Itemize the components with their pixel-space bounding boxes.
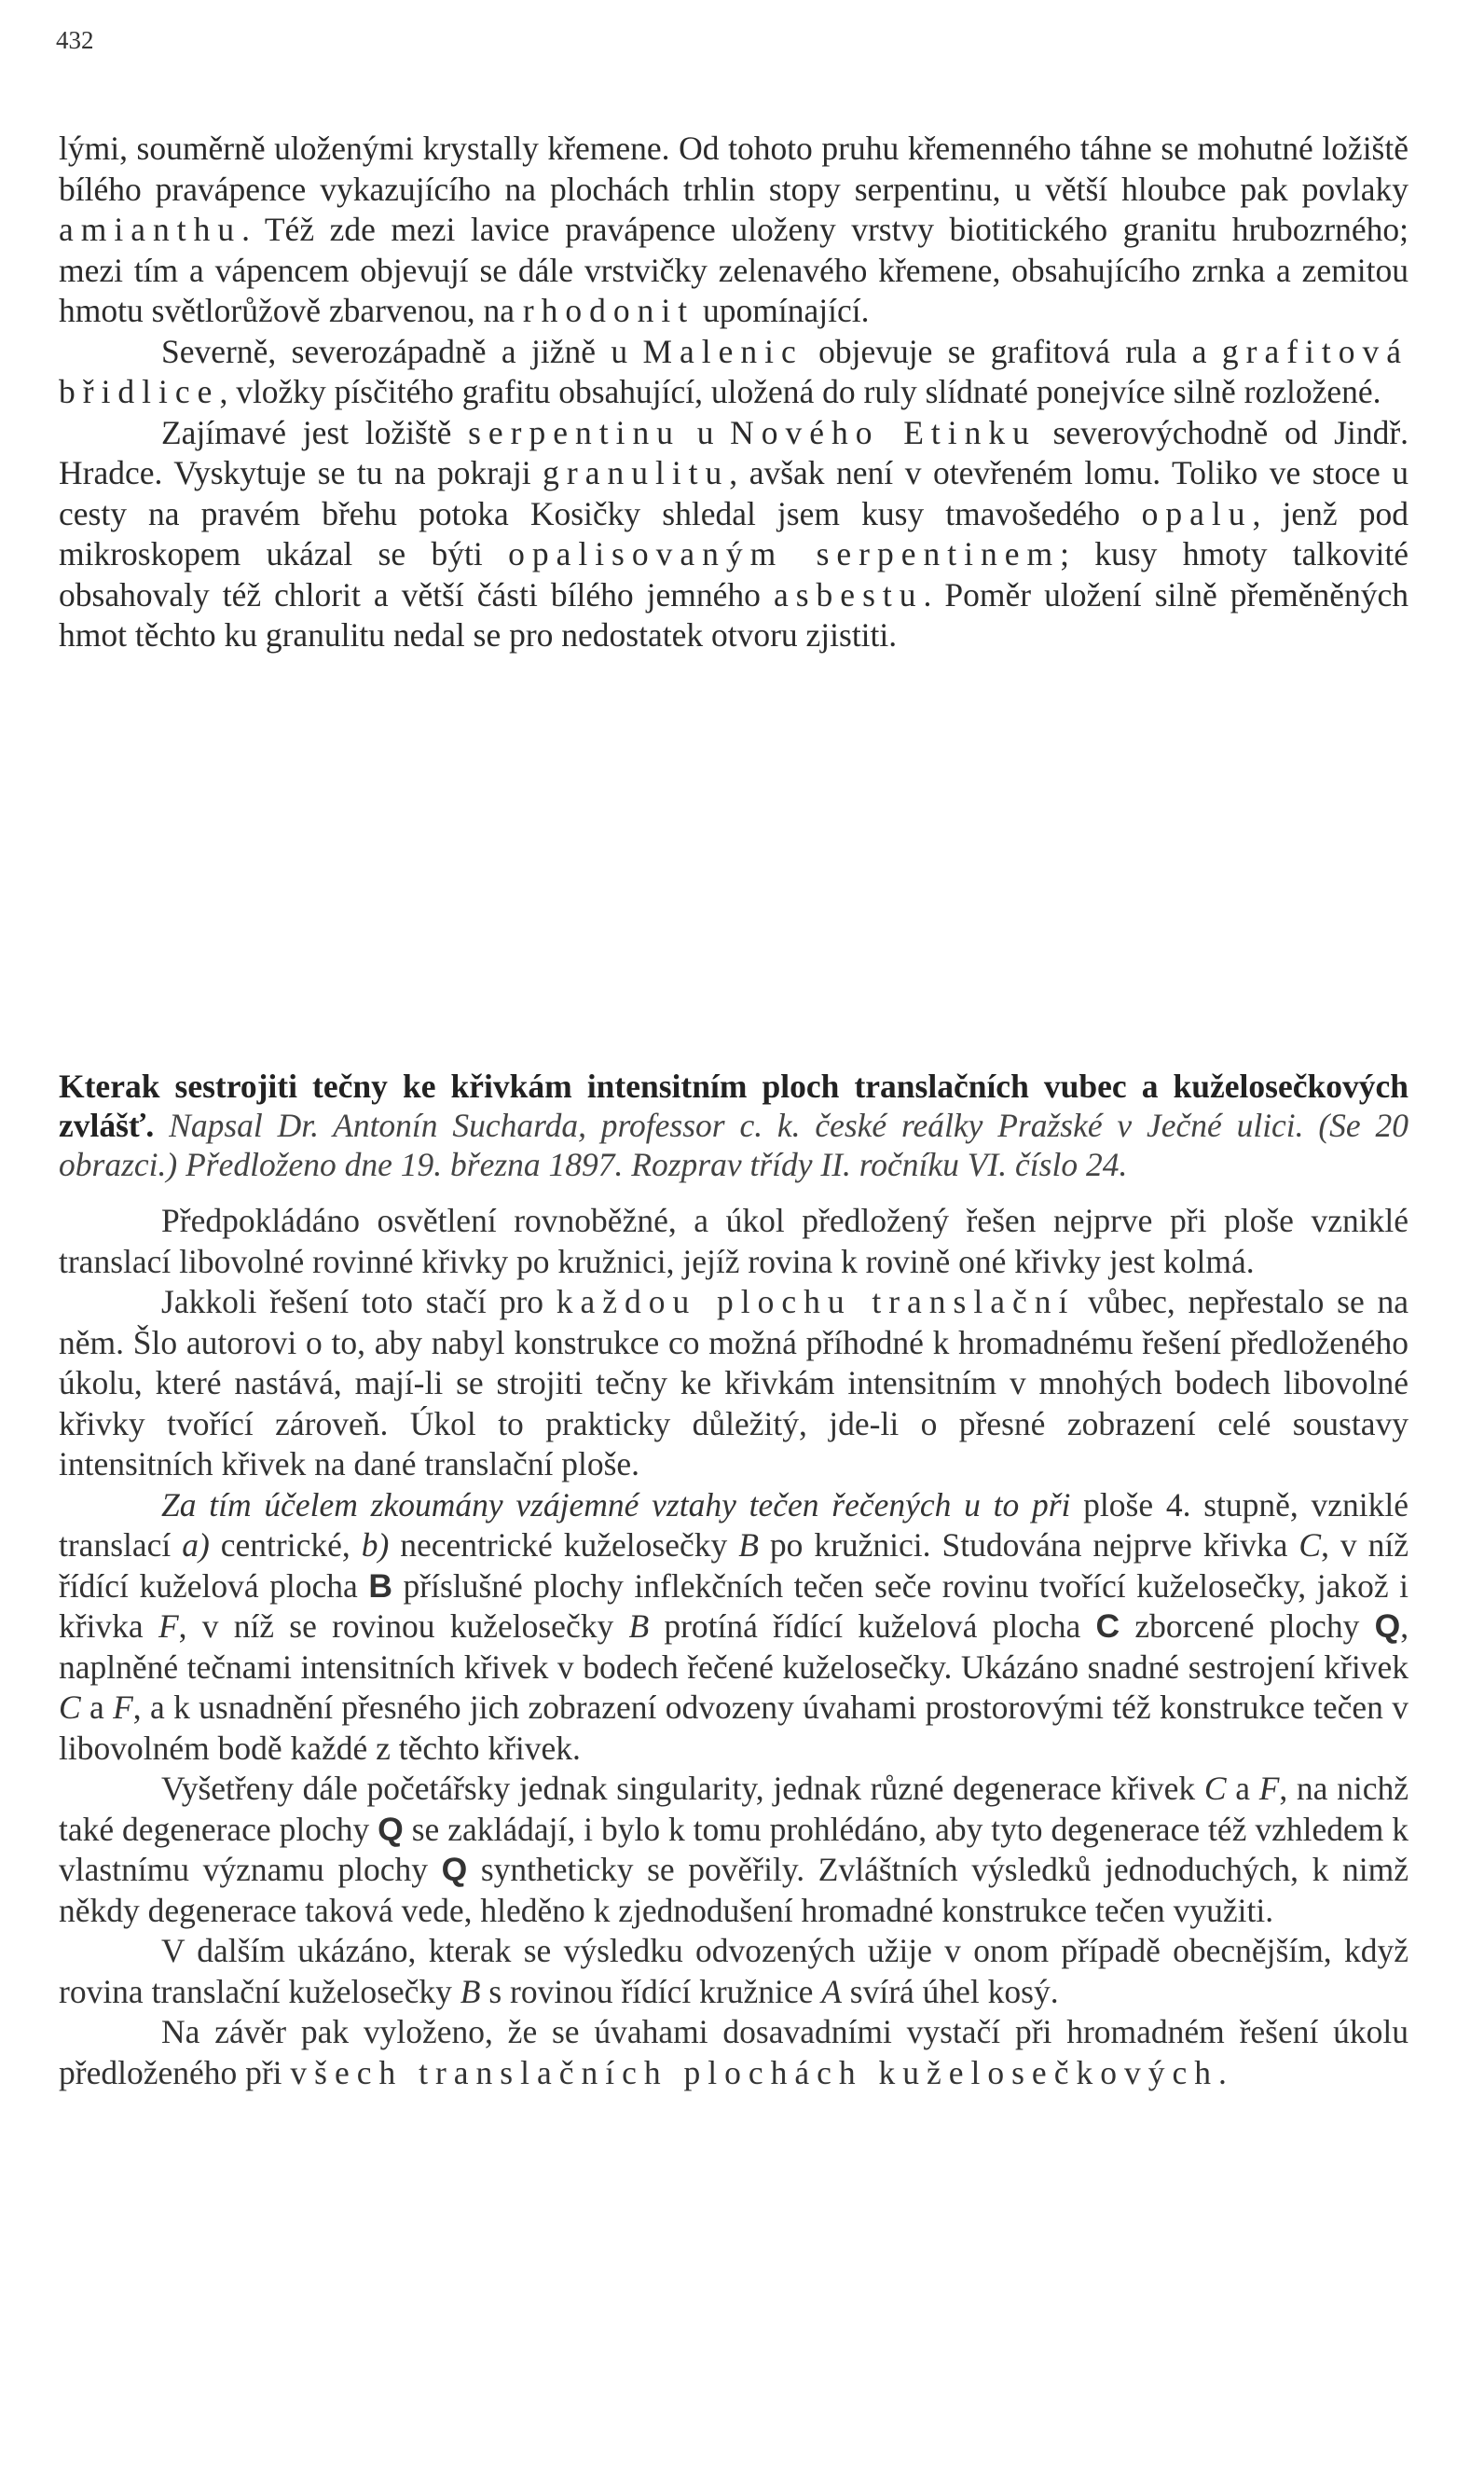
spaced-term-granulitu: granulitu bbox=[543, 454, 730, 491]
spaced-term-noveho-etinku: Nového Etinku bbox=[730, 413, 1037, 451]
spaced-term-amianthu: amianthu bbox=[59, 211, 242, 248]
abstract-byline: Napsal Dr. Antonín Sucharda, professor c. k. české reálky Pražské v Ječné ulici. (Se 20 obrazci.) Předloženo dne 19. března 1897. Rozprav třídy II. ročníku VI. číslo 24. bbox=[59, 1107, 1409, 1183]
text-run: po kružnici. Studována nejprve křivka bbox=[769, 1526, 1288, 1564]
text-run: protíná řídící kuželová plocha bbox=[664, 1607, 1081, 1645]
text-run: Severně, severozápadně a jižně u bbox=[161, 332, 628, 370]
abstract-paragraph bbox=[59, 2012, 1408, 2093]
math-symbol: B bbox=[738, 1526, 759, 1564]
text-run: vůbec, nepřestalo se na něm. Šlo autorovi o to, aby nabyl konstrukce co možná příhodné k hromadnému řešení předloženého úkolu, které nastává, mají-li se strojiti tečny ke křivkám intensitním v mnohých bodech libovolné křivky tvořící zároveň. Úkol to prakticky důležitý, jde-li o přesné zobrazení celé soustavy intensitních křivek na dané translační ploše. bbox=[59, 1283, 1409, 1482]
text-run: a bbox=[89, 1689, 104, 1726]
math-symbol: B bbox=[368, 1566, 392, 1605]
paragraph-amianthus bbox=[59, 129, 1408, 332]
text-run: , a k usnadnění přesného jich zobrazení odvozeny úvahami prostorovými též konstrukce tečen v libovolném bodě každé z těchto křivek. bbox=[59, 1689, 1408, 1767]
text-run: syntheticky se pověřily. Zvláštních výsledků jednoduchých, k nimž někdy degenerace taková vede, hleděno k zjednodušení hromadné konstrukce tečen využiti. bbox=[59, 1851, 1408, 1929]
math-symbol: A bbox=[821, 1972, 842, 2010]
math-symbol: F bbox=[158, 1607, 179, 1645]
spaced-term-opalisovanym-serpentinem: opalisovaným serpentinem bbox=[508, 535, 1061, 572]
math-symbol: F bbox=[1258, 1770, 1280, 1807]
abstract-paragraph bbox=[59, 1485, 1408, 1770]
text-run: . Též zde mezi lavice pravápence uloženy vrstvy biotitického granitu hrubozrného; mezi tím a vápencem objevují se dále vrstvičky zelenavého křemene, obsahujícího zrnka a zemitou hmotu světlorůžově zbarvenou, na bbox=[59, 211, 1408, 329]
math-symbol: C bbox=[1298, 1526, 1322, 1564]
math-symbol: b) bbox=[361, 1526, 390, 1564]
text-run: ploše 4. stupně, vzniklé translací bbox=[59, 1485, 1408, 1564]
math-symbol: B bbox=[628, 1607, 650, 1645]
text-run: u bbox=[696, 413, 714, 451]
text-run: , v níž se rovinou kuželosečky bbox=[178, 1607, 614, 1645]
text-run: objevuje se grafitová rula a bbox=[818, 332, 1207, 370]
spaced-term-malenic: Malenic bbox=[642, 332, 804, 370]
text-run: Na závěr pak vyloženo, že se úvahami dosavadními vystačí při hromadném řešení úkolu předloženého při bbox=[59, 2013, 1408, 2091]
text-run: severovýchodně od Jindř. Hradce. Vyskytuje se tu na pokraji bbox=[59, 413, 1409, 491]
math-symbol: Q bbox=[441, 1851, 468, 1888]
spaced-term-asbestu: asbestu bbox=[773, 575, 924, 614]
spaced-term-opalu: opalu bbox=[1141, 494, 1253, 532]
text-run: Jakkoli řešení toto stačí pro bbox=[161, 1283, 543, 1320]
text-run: . Poměr uložení silně přeměněných hmot těchto ku granulitu nedal se pro nedostatek otvoru zjistiti. bbox=[59, 575, 1409, 654]
text-run: upomínající. bbox=[703, 292, 870, 329]
text-run: , jenž pod mikroskopem ukázal se býti bbox=[59, 494, 1408, 572]
spaced-term-kazdou-plochu: každou plochu translační bbox=[556, 1283, 1076, 1320]
abstract-paragraph bbox=[59, 1931, 1408, 2012]
spaced-term-rhodonit: rhodonit bbox=[522, 292, 695, 329]
text-run: lými, souměrně uloženými krystally křemene. Od tohoto pruhu křemenného táhne se mohutné ložiště bílého pravápence vykazujícího na plochách trhlin stopy serpentinu, u větší hloubce pak povlaky bbox=[59, 130, 1408, 208]
text-run: , avšak není v otevřeném lomu. Toliko ve stoce u cesty na pravém břehu potoka Kosičky shledal jsem kusy tmavošedého bbox=[59, 454, 1409, 532]
paragraph-malenice bbox=[59, 332, 1408, 413]
spaced-term-vsech-translacnich: všech translačních plochách kuželosečkových bbox=[290, 2053, 1218, 2091]
abstract-heading bbox=[59, 1067, 1408, 1184]
math-symbol: F bbox=[113, 1689, 133, 1726]
text-run: V dalším ukázáno, kterak se výsledku odvozených užije v onom případě obecnějším, když rovina translační kuželosečky bbox=[59, 1932, 1408, 2010]
text-run: příslušné plochy inflekčních tečen seče rovinu tvořící kuželosečky, jakož i křivka bbox=[59, 1566, 1408, 1645]
abstract-section bbox=[59, 1067, 1408, 2093]
text-run: , v níž řídící kuželová plocha bbox=[59, 1526, 1409, 1605]
paragraph-serpentin bbox=[59, 413, 1408, 656]
text-run: , naplněné tečnami intensitních křivek v bodech řečené kuželosečky. Ukázáno snadné sestrojení křivek bbox=[59, 1607, 1409, 1686]
math-symbol: Q bbox=[1374, 1607, 1401, 1645]
text-run: ; kusy hmoty talkovité obsahovaly též chlorit a větší části bílého jemného bbox=[59, 535, 1409, 614]
text-run: Vyšetřeny dále početářsky jednak singularity, jednak různé degenerace křivek bbox=[161, 1770, 1196, 1807]
math-symbol: Q bbox=[378, 1810, 404, 1848]
article-continuation bbox=[59, 129, 1408, 656]
math-symbol: C bbox=[1203, 1770, 1227, 1807]
abstract-paragraph: Předpokládáno osvětlení rovnoběžné, a úkol předložený řešen nejprve při ploše vzniklé translací libovolné rovinné křivky po kružnici, jejíž rovina k rovině oné křivky jest kolmá. bbox=[59, 1202, 1408, 1280]
spaced-term-grafitova-bridlice: grafitová břidlice bbox=[59, 332, 1409, 410]
text-run: Zajímavé jest ložiště bbox=[161, 413, 452, 451]
abstract-title: Kterak sestrojiti tečny ke křivkám intensitním ploch translačních vubec a kuželosečkových zvlášť. bbox=[59, 1068, 1408, 1144]
page-number: 432 bbox=[56, 26, 94, 54]
text-run: centrické, bbox=[220, 1526, 350, 1564]
text-run: , na nichž také degenerace plochy bbox=[59, 1770, 1409, 1848]
text-run: necentrické kuželosečky bbox=[400, 1526, 728, 1564]
text-run-italic: Za tím účelem zkoumány vzájemné vztahy tečen řečených u to při bbox=[161, 1485, 1071, 1524]
math-symbol: a) bbox=[182, 1526, 210, 1564]
text-run: svírá úhel kosý. bbox=[849, 1972, 1059, 2010]
abstract-paragraph bbox=[59, 1769, 1408, 1931]
text-run: , vložky písčitého grafitu obsahující, uložená do ruly slídnaté ponejvíce silně rozložené. bbox=[219, 373, 1381, 410]
abstract-paragraph bbox=[59, 1282, 1408, 1485]
abstract-body bbox=[59, 1201, 1408, 2093]
text-run: s rovinou řídící kružnice bbox=[488, 1972, 814, 2010]
text-run: . bbox=[1217, 2053, 1227, 2091]
text-run: zborcené plochy bbox=[1134, 1607, 1360, 1645]
text-run: se zakládají, i bylo k tomu prohlédáno, aby tyto degenerace též vzhledem k vlastnímu významu plochy bbox=[59, 1810, 1409, 1888]
math-symbol: C bbox=[1095, 1607, 1120, 1645]
spaced-term-serpentinu: serpentinu bbox=[468, 413, 680, 451]
text-run: a bbox=[1235, 1770, 1250, 1807]
math-symbol: C bbox=[59, 1689, 81, 1726]
math-symbol: B bbox=[460, 1972, 481, 2010]
